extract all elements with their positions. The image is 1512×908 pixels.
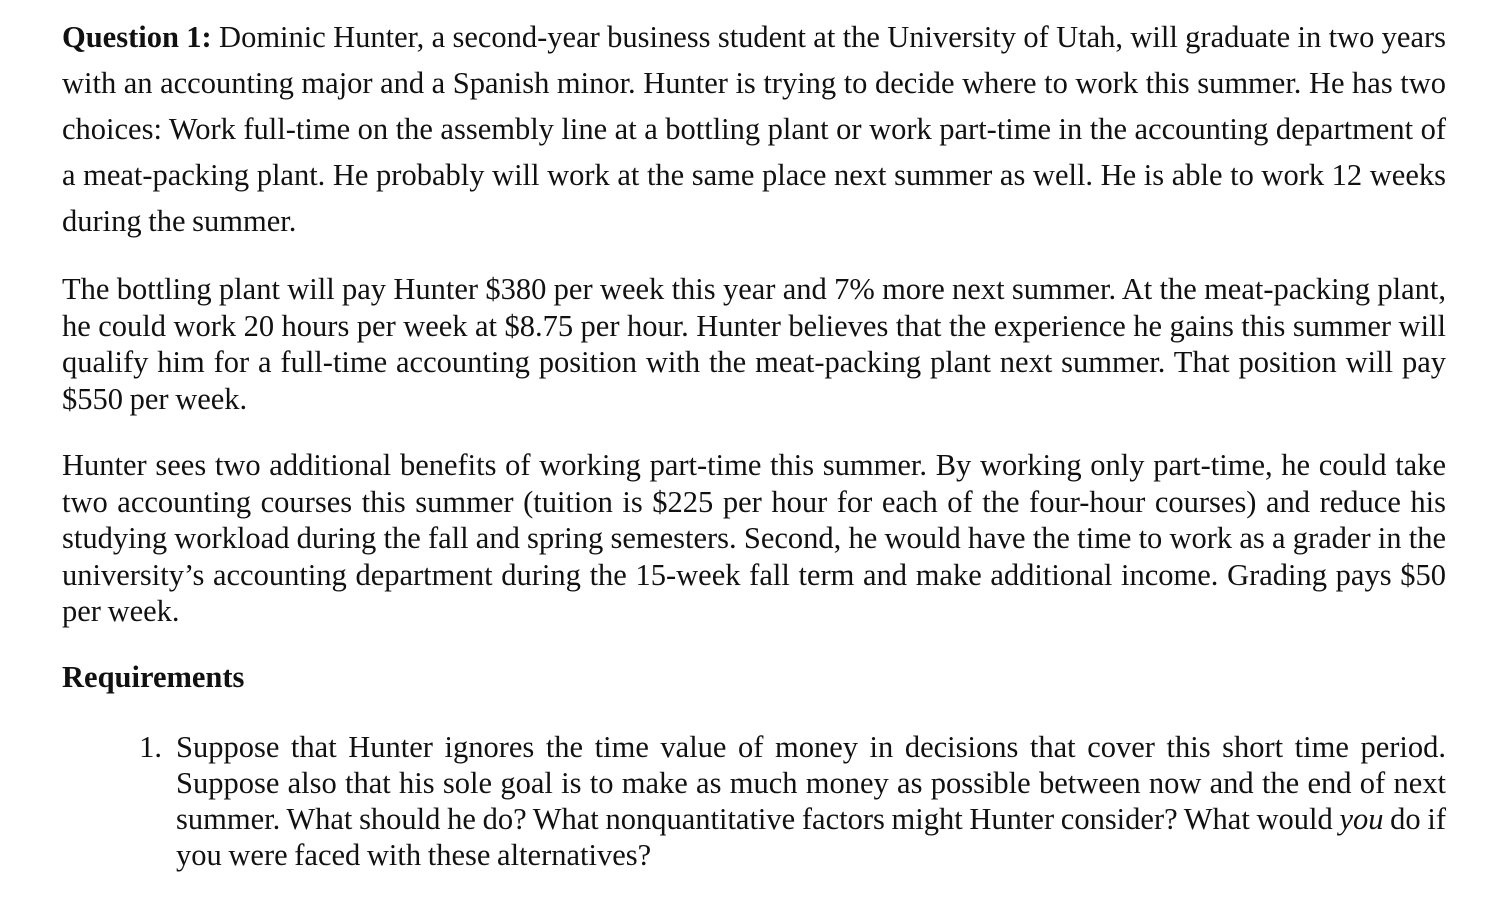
requirements-heading: Requirements (62, 659, 245, 694)
requirements-list (62, 729, 1446, 874)
requirement-item (62, 729, 1446, 874)
additional-benefits-paragraph: Hunter sees two additional benefits of working part-time this summer. By working only part-time, he could take two accounting courses this summer (tuition is $225 per hour for each of the four-hour courses) and reduce his studying workload during the fall and spring semesters. Second, he would have the time to work as a grader in the university’s accounting department during the 15-week fall term and make additional income. Grading pays $50 per week. (62, 448, 1446, 628)
question-intro-text: Dominic Hunter, a second-year business student at the University of Utah, will graduate in two years with an accounting major and a Spanish minor. Hunter is trying to decide where to work this summer. He has two choices: Work full-time on the assembly line at a bottling plant or work part-time in the accounting department of a meat-packing plant. He probably will work at the same place next summer as well. He is able to work 12 weeks during the summer. (62, 20, 1447, 238)
requirement-text-before: Suppose that Hunter ignores the time value of money in decisions that cover this short time period. Suppose also that his sole goal is to make as much money as possible between now and the end of next summer. What should he do? What nonquantitative factors might Hunter consider? What would (176, 729, 1446, 836)
requirement-text-after: do if you were faced with these alternatives? (176, 801, 1446, 873)
requirement-number: 1. (139, 729, 162, 764)
question-label: Question 1: (62, 20, 212, 54)
question-paragraph (62, 14, 1446, 244)
document-body (62, 14, 1446, 873)
requirement-text (176, 729, 1446, 874)
requirement-emphasis: you (1339, 801, 1384, 836)
bottling-plant-paragraph: The bottling plant will pay Hunter $380 per week this year and 7% more next summer. At the meat-packing plant, he could work 20 hours per week at $8.75 per hour. Hunter believes that the experience he gains this summer will qualify him for a full-time accounting position with the meat-packing plant next summer. That position will pay $550 per week. (62, 272, 1446, 416)
